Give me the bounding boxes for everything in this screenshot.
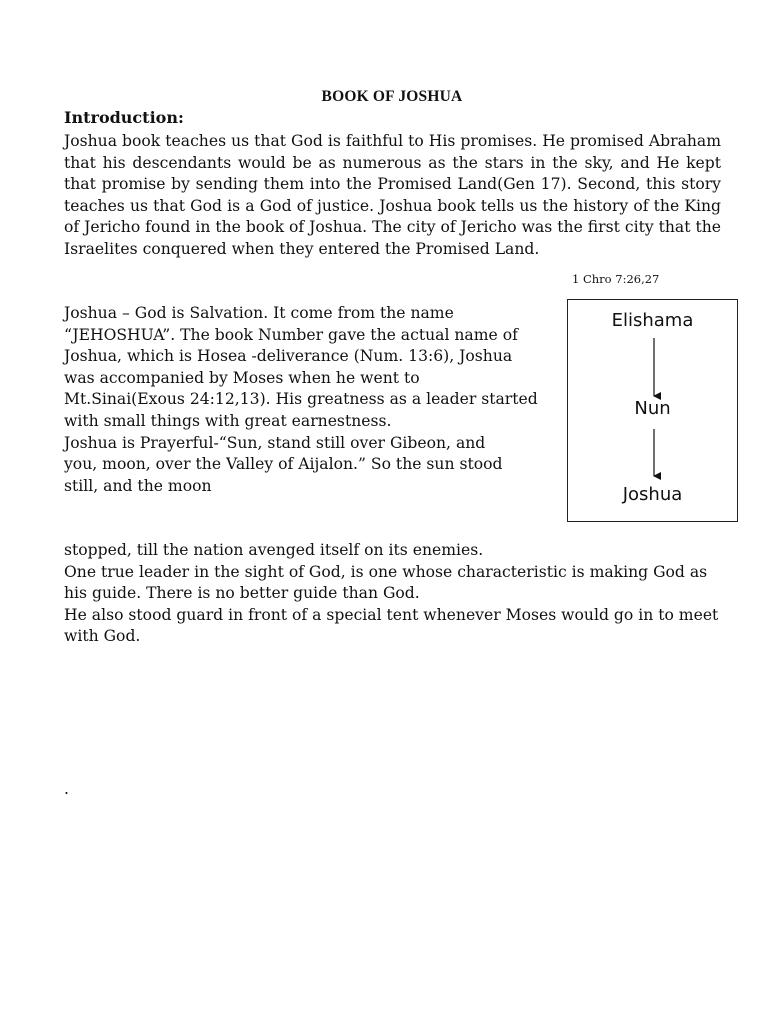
introduction-paragraph: Joshua book teaches us that God is faithful to His promises. He promised Abraham that his descendants would be as numerous as the stars in the sky, and He kept that promise by sending them into the Promised Land(Gen 17). Second, this story teaches us that God is a God of justice. Joshua book tells us the history of the King of Jericho found in the book of Joshua. The city of Jericho was the first city that the Israelites conquered when they entered the Promised Land.	[64, 132, 721, 258]
guard-paragraph: He also stood guard in front of a special tent whenever Moses would go in to meet with God.	[64, 605, 719, 646]
introduction-heading: Introduction:	[64, 108, 184, 127]
trailing-period: .	[64, 780, 69, 798]
genealogy-name-elishama: Elishama	[611, 310, 694, 331]
prayerful-line-1: Joshua is Prayerful-“Sun, stand still over Gibeon, and	[64, 433, 486, 452]
prayerful-line-2: you, moon, over the Valley of Aijalon.” So the sun stood still, and the moon	[64, 455, 503, 495]
salvation-section	[64, 303, 539, 497]
salvation-paragraph: Joshua – God is Salvation. It come from the name “JEHOSHUA”. The book Number gave the actual name of Joshua, which is Hosea -deliverance (Num. 13:6), Joshua was accompanied by Moses when he went to Mt.Sinai(Exous 24:12,13). His greatness as a leader started with small things with great earnestness.	[64, 304, 538, 430]
genealogy-name-nun: Nun	[634, 398, 671, 419]
genealogy-reference: 1 Chro 7:26,27	[572, 272, 660, 286]
page-title: BOOK OF JOSHUA	[321, 88, 463, 105]
genealogy-diagram	[567, 299, 738, 522]
leader-section	[64, 540, 721, 648]
leader-paragraph: One true leader in the sight of God, is one whose characteristic is making God as his guide. There is no better guide than God.	[64, 562, 708, 603]
prayerful-line-3: stopped, till the nation avenged itself on its enemies.	[64, 541, 484, 559]
genealogy-name-joshua: Joshua	[622, 484, 683, 505]
